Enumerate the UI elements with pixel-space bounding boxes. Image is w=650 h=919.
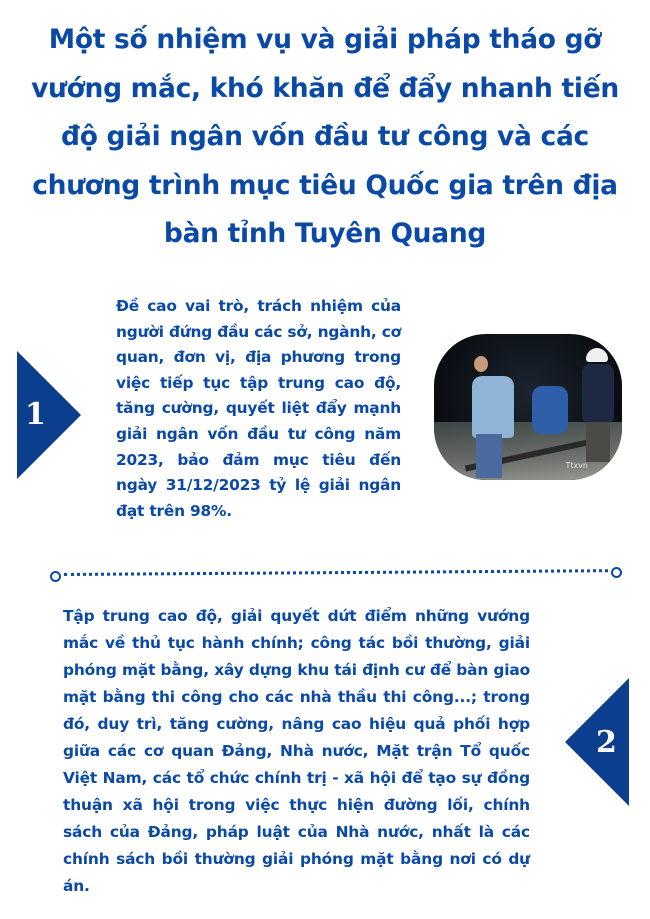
- page-title: Một số nhiệm vụ và giải pháp tháo gỡ vướng mắc, khó khăn để đẩy nhanh tiến độ giải ngân vốn đầu tư công và các chương trình mục tiêu Quốc gia trên địa bàn tỉnh Tuyên Quang: [31, 24, 619, 249]
- item-text: Đề cao vai trò, trách nhiệm của người đứng đầu các sở, ngành, cơ quan, đơn vị, địa phương trong việc tiếp tục tập trung cao độ, tăng cường, quyết liệt đẩy mạnh giải ngân vốn đầu tư công năm 2023, bảo đảm mục tiêu đến ngày 31/12/2023 tỷ lệ giải ngân đạt trên 98%.: [116, 297, 401, 520]
- dotted-line: [64, 569, 608, 576]
- photo-helmet: [586, 348, 608, 362]
- circle-endpoint-icon: [611, 567, 622, 578]
- photo-watermark: Ttxvn: [565, 461, 588, 470]
- photo-person-legs: [586, 422, 610, 462]
- photo-person-legs: [476, 434, 502, 478]
- dotted-divider: [50, 570, 622, 582]
- item-text: Tập trung cao độ, giải quyết dứt điểm những vướng mắc về thủ tục hành chính; công tác bồi thường, giải phóng mặt bằng, xây dựng khu tái định cư để bàn giao mặt bằng thi công cho các nhà thầu thi công...; trong đó, duy trì, tăng cường, nâng cao hiệu quả phối hợp giữa các cơ quan Đảng, Nhà nước, Mặt trận Tổ quốc Việt Nam, các tổ chức chính trị - xã hội để tạo sự đồng thuận xã hội trong việc thực hiện đường lối, chính sách của Đảng, pháp luật của Nhà nước, nhất là các chính sách bồi thường giải phóng mặt bằng nơi có dự án.: [63, 607, 531, 895]
- photo-person: [582, 364, 614, 424]
- photo-night-construction: [434, 334, 622, 480]
- circle-endpoint-icon: [50, 571, 61, 582]
- photo-person: [472, 376, 514, 438]
- item-number: 1: [25, 397, 46, 432]
- photo-person: [532, 386, 568, 434]
- item-number: 2: [596, 725, 617, 760]
- photo-person-head: [474, 356, 488, 372]
